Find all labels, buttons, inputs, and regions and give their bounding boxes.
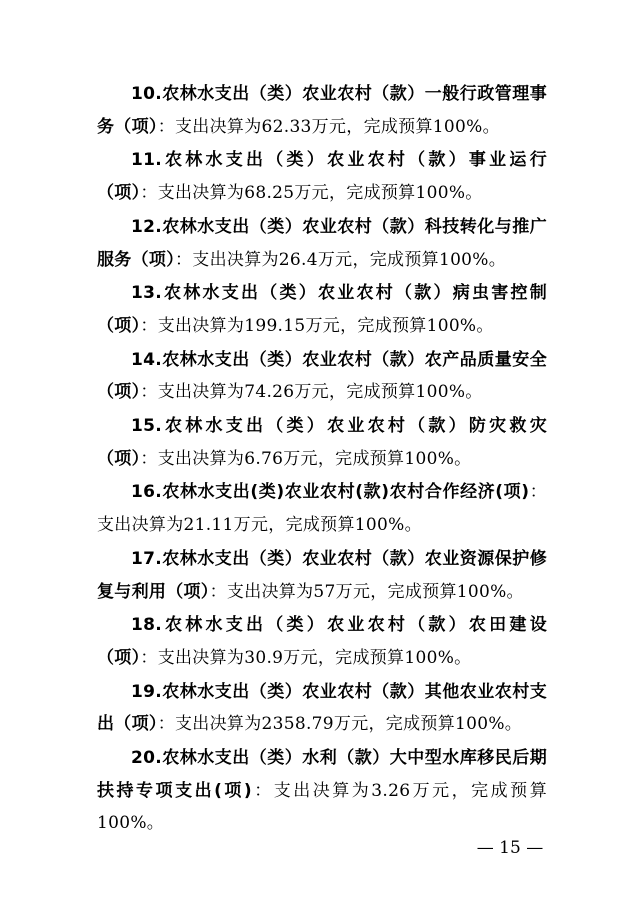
item-heading: 20.农林水支出（类）水利（款）大中型水库移民后期扶持专项支出(项): [97, 748, 547, 801]
item-heading: 18.农林水支出（类）农业农村（款）农田建设（项）: [97, 615, 547, 668]
list-item: [97, 476, 547, 541]
item-text: ：支出决算为62.33万元，完成预算100%。: [157, 116, 500, 137]
expenditure-list: [97, 78, 547, 841]
list-item: [97, 676, 547, 741]
list-item: [97, 543, 547, 608]
item-heading: 16.农林水支出(类)农业农村(款)农村合作经济(项): [131, 482, 530, 503]
item-text: ：支出决算为57万元，完成预算100%。: [209, 581, 524, 602]
item-text: ：支出决算为199.15万元，完成预算100%。: [140, 315, 494, 336]
item-text: ：支出决算为30.9万元，完成预算100%。: [140, 647, 472, 668]
page-number: — 15 —: [476, 838, 544, 858]
item-text: ：支出决算为74.26万元，完成预算100%。: [140, 382, 483, 403]
list-item: [97, 410, 547, 475]
item-heading: 14.农林水支出（类）农业农村（款）农产品质量安全（项）: [97, 349, 547, 403]
item-text: ：支出决算为6.76万元，完成预算100%。: [140, 448, 472, 469]
list-item: [97, 609, 547, 674]
item-text: ：支出决算为26.4万元，完成预算100%。: [175, 249, 507, 270]
item-heading: 12.农林水支出（类）农业农村（款）科技转化与推广服务（项）: [97, 216, 547, 270]
list-item: [97, 144, 547, 209]
item-text: ：支出决算为2358.79万元，完成预算100%。: [157, 714, 523, 735]
list-item: [97, 742, 547, 840]
list-item: [97, 78, 547, 143]
item-text: ：支出决算为21.11万元，完成预算100%。: [97, 482, 547, 536]
item-heading: 13.农林水支出（类）农业农村（款）病虫害控制（项）: [97, 283, 547, 336]
item-text: ：支出决算为68.25万元，完成预算100%。: [140, 183, 483, 204]
item-heading: 10.农林水支出（类）农业农村（款）一般行政管理事务（项）: [97, 84, 547, 137]
list-item: [97, 211, 547, 276]
item-heading: 19.农林水支出（类）农业农村（款）其他农业农村支出（项）: [97, 681, 547, 735]
item-heading: 11.农林水支出（类）农业农村（款）事业运行（项）: [97, 150, 547, 204]
list-item: [97, 277, 547, 342]
item-text: ：支出决算为3.26万元，完成预算100%。: [97, 780, 547, 834]
list-item: [97, 344, 547, 409]
item-heading: 17.农林水支出（类）农业农村（款）农业资源保护修复与利用（项）: [97, 548, 547, 602]
item-heading: 15.农林水支出（类）农业农村（款）防灾救灾（项）: [97, 416, 547, 469]
